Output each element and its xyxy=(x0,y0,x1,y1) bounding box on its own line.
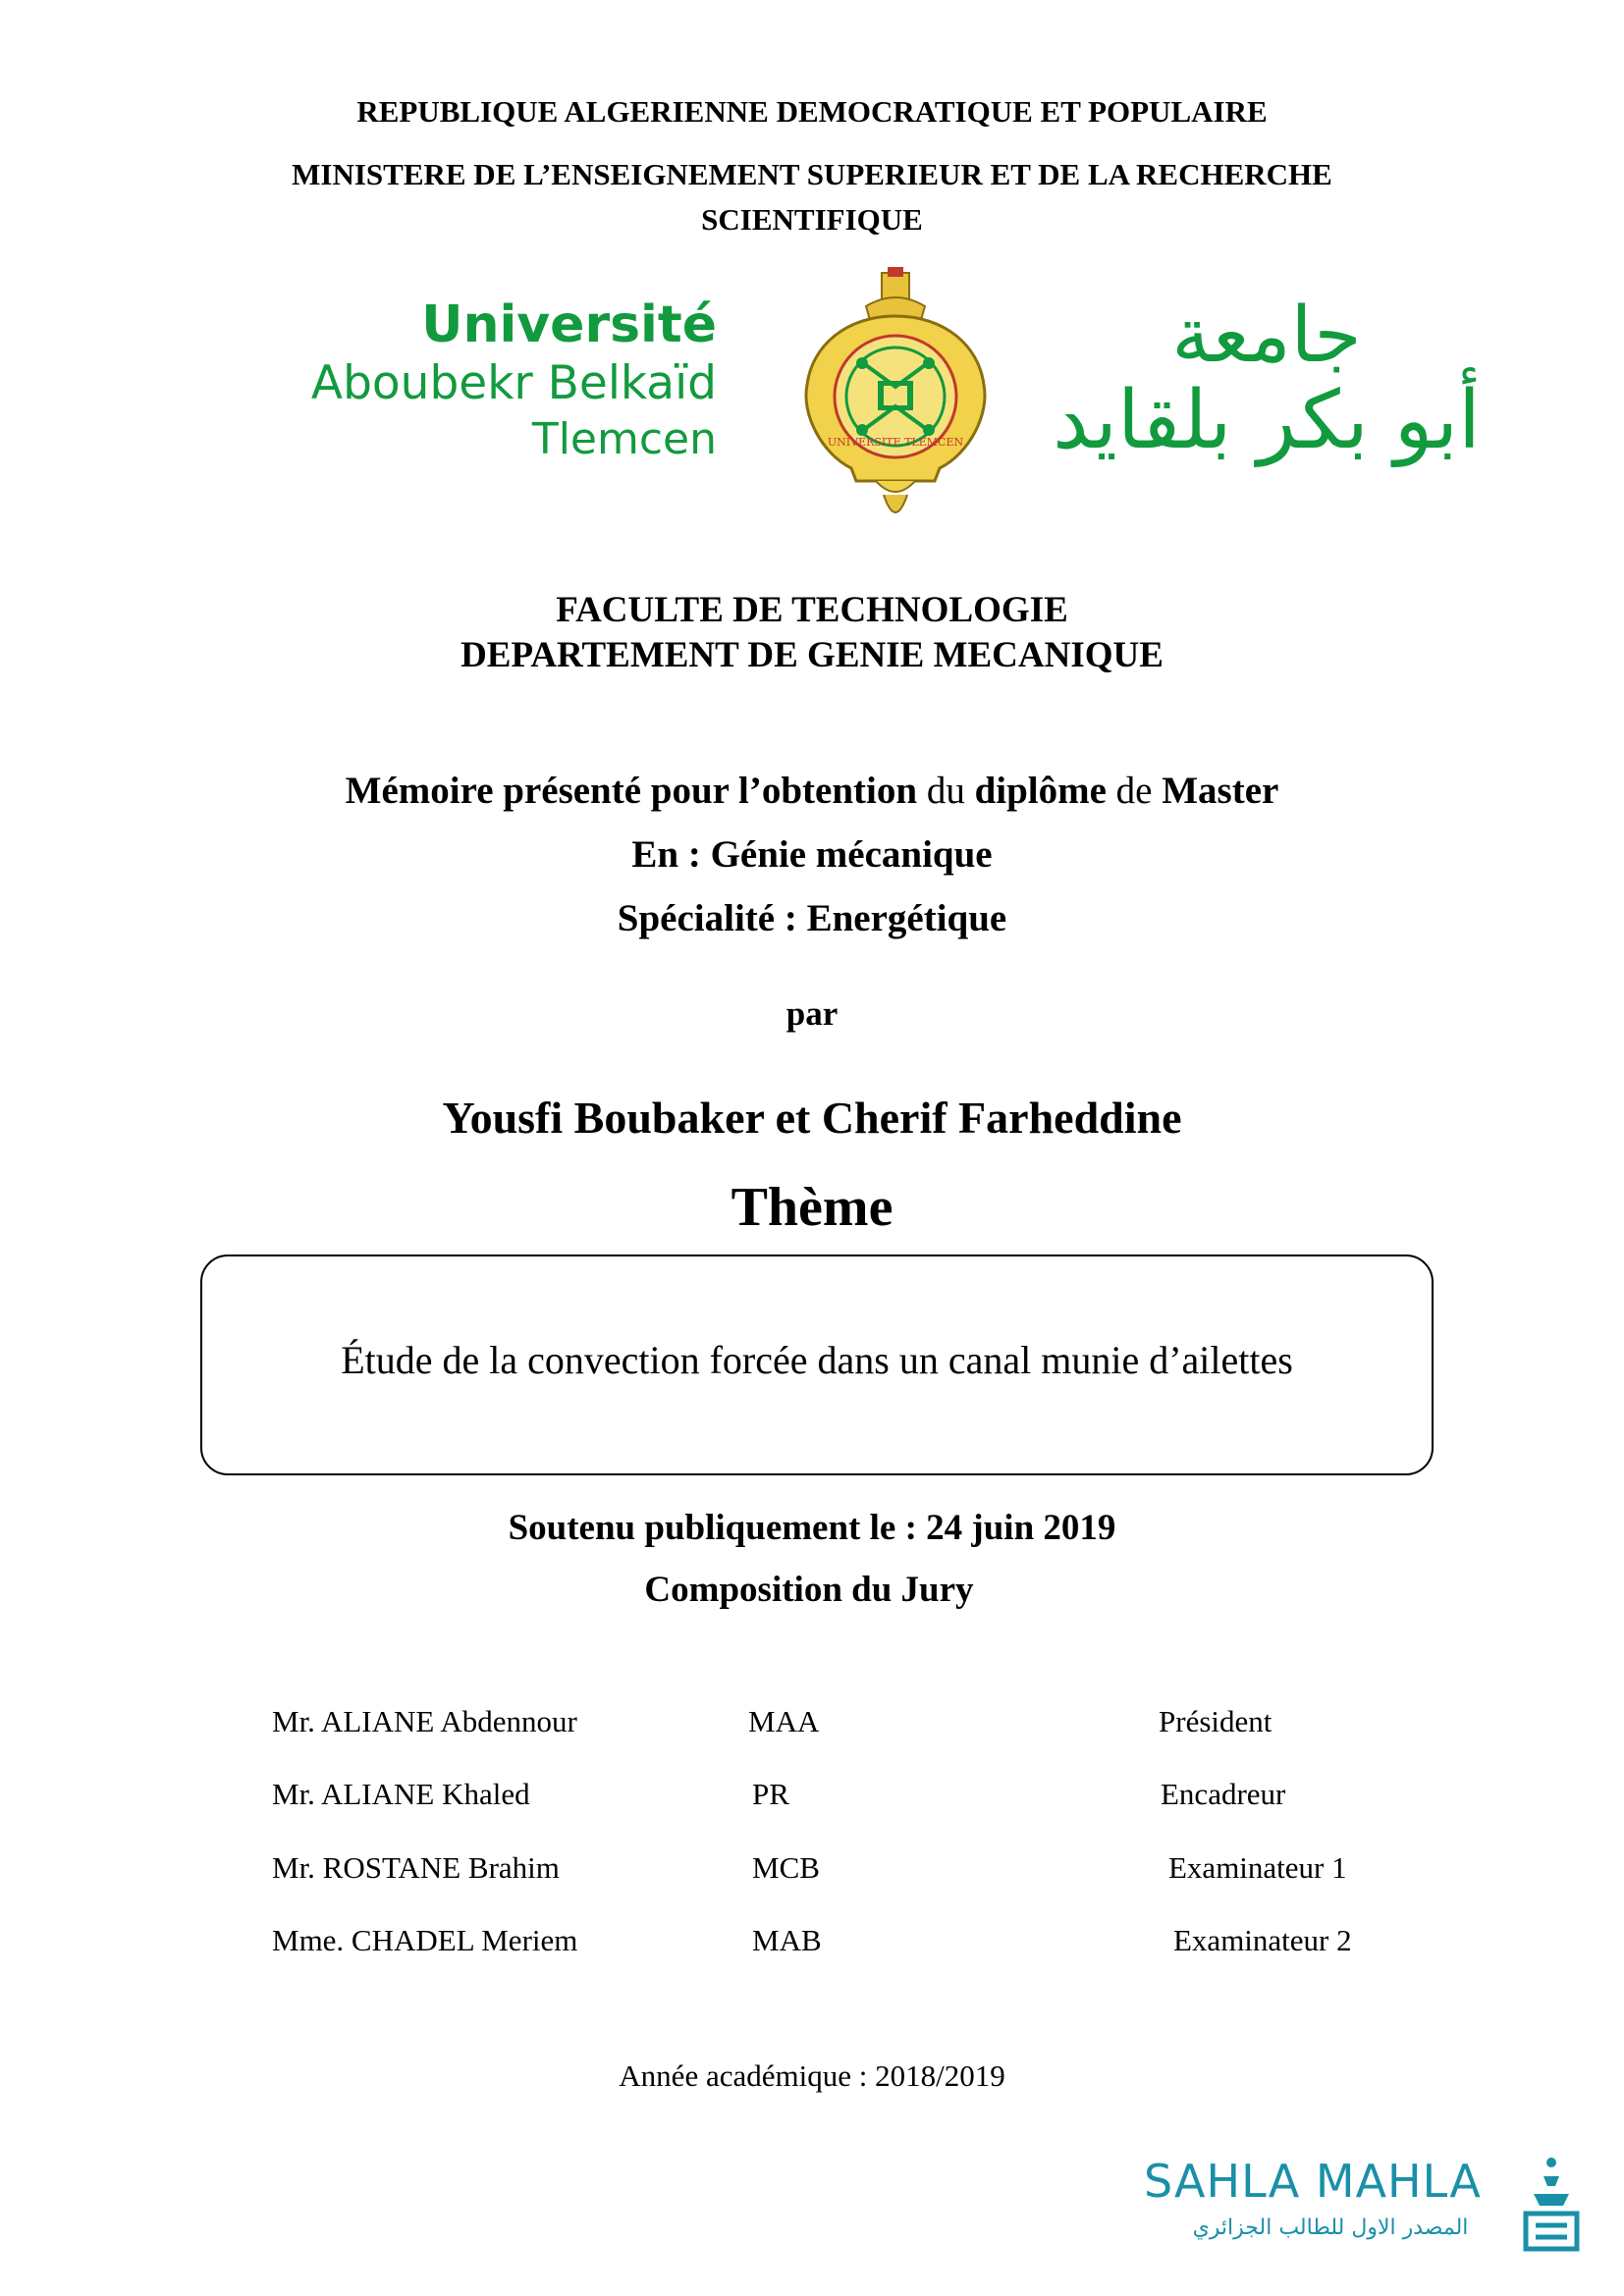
watermark-title: SAHLA MAHLA xyxy=(1144,2155,1482,2208)
defense-date: Soutenu publiquement le : 24 juin 2019 xyxy=(508,1508,1116,1548)
university-name-ar-text: أبو بكر بلقايد xyxy=(1053,374,1481,467)
watermark-subtitle: المصدر الاول للطالب الجزائري xyxy=(1192,2216,1469,2240)
university-word-ar: جامعة xyxy=(1171,292,1362,380)
university-name: Aboubekr Belkaïd xyxy=(310,356,717,410)
jury-heading: Composition du Jury xyxy=(644,1570,974,1610)
department-heading: DEPARTEMENT DE GENIE MECANIQUE xyxy=(460,635,1164,675)
university-emblem-logo xyxy=(797,267,994,530)
jury-grade: MCB xyxy=(752,1850,820,1885)
jury-name: Mme. CHADEL Meriem xyxy=(272,1923,578,1957)
jury-grade: PR xyxy=(752,1777,789,1811)
memoire-part5: Master xyxy=(1162,770,1279,812)
jury-role: Encadreur xyxy=(1161,1777,1286,1811)
jury-grade: MAB xyxy=(752,1923,822,1957)
sahla-mahla-watermark xyxy=(1144,2155,1586,2263)
jury-role: Examinateur 2 xyxy=(1173,1923,1352,1957)
memoire-part3: diplôme xyxy=(974,770,1107,812)
academic-year: Année académique : 2018/2019 xyxy=(619,2058,1005,2093)
memoire-part4: de xyxy=(1115,770,1153,812)
jury-name: Mr. ALIANE Abdennour xyxy=(272,1704,577,1738)
theme-label: Thème xyxy=(731,1177,893,1238)
field-line: En : Génie mécanique xyxy=(631,833,993,876)
jury-role: Examinateur 1 xyxy=(1168,1850,1347,1885)
jury-role: Président xyxy=(1159,1704,1272,1738)
authors: Yousfi Boubaker et Cherif Farheddine xyxy=(442,1093,1182,1143)
jury-row xyxy=(0,1923,1624,1962)
sahla-mahla-logo-icon xyxy=(1520,2155,1583,2253)
jury-name: Mr. ALIANE Khaled xyxy=(272,1777,530,1811)
university-city: Tlemcen xyxy=(531,414,717,464)
jury-row xyxy=(0,1850,1624,1890)
specialty-line: Spécialité : Energétique xyxy=(617,897,1007,939)
university-name-ar xyxy=(1021,294,1512,471)
memoire-part1: Mémoire présenté pour l’obtention xyxy=(345,770,918,812)
university-name-fr xyxy=(167,294,717,467)
university-word: Université xyxy=(421,295,717,354)
jury-row xyxy=(0,1777,1624,1816)
jury-row xyxy=(0,1704,1624,1743)
memoire-line xyxy=(0,769,1624,813)
ministry-heading-cont: SCIENTIFIQUE xyxy=(701,202,923,237)
jury-name: Mr. ROSTANE Brahim xyxy=(272,1850,560,1885)
jury-grade: MAA xyxy=(748,1704,820,1738)
theme-title: Étude de la convection forcée dans un canal munie d’ailettes xyxy=(341,1338,1293,1382)
ministry-heading: MINISTERE DE L’ENSEIGNEMENT SUPERIEUR ET DE LA RECHERCHE xyxy=(292,157,1332,191)
memoire-part2: du xyxy=(926,770,965,812)
republic-heading: REPUBLIQUE ALGERIENNE DEMOCRATIQUE ET POPULAIRE xyxy=(356,94,1268,129)
emblem-text: UNIVERSITE TLEMCEN xyxy=(827,436,964,449)
by-label: par xyxy=(785,994,839,1033)
faculty-heading: FACULTE DE TECHNOLOGIE xyxy=(556,590,1068,630)
